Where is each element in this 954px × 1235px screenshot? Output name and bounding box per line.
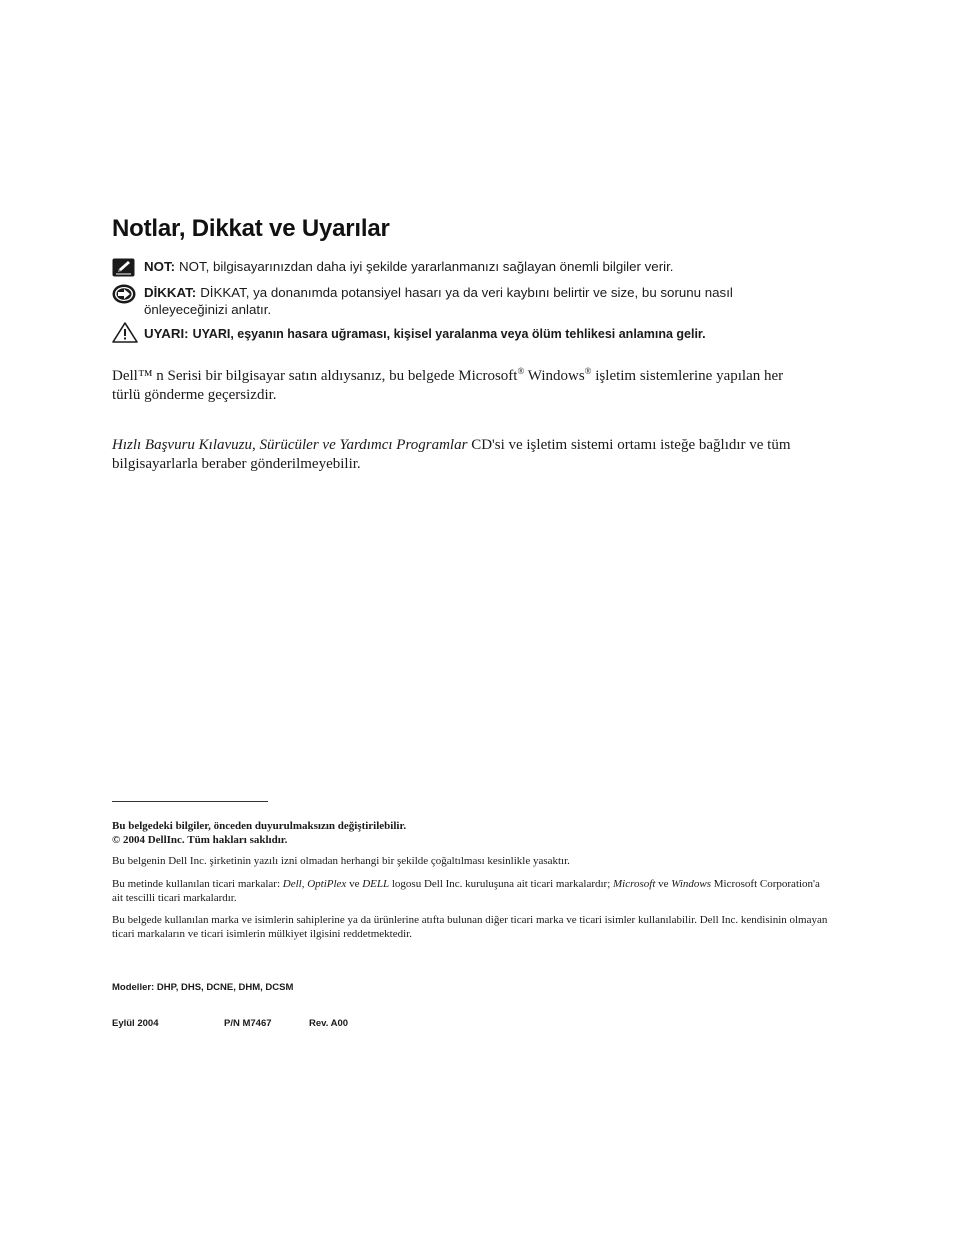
tm-dell-logo: DELL (362, 878, 390, 890)
tm-and: ve (346, 878, 363, 890)
legal-change-notice: Bu belgedeki bilgiler, önceden duyurulmaksızın değiştirilebilir. (112, 820, 407, 832)
part-number: P/N M7467 (224, 1018, 272, 1029)
tm-text-c: Microsoft Corporation'a ait tescilli ticari markalardır. (112, 878, 820, 904)
tm-text-b: logosu Dell Inc. kuruluşuna ait ticari markalardır; (389, 878, 614, 890)
para1-text-a: Dell™ n Serisi bir bilgisayar satın aldıysanız, bu belgede Microsoft (112, 368, 518, 384)
drivers-cd-title: Sürücüler ve Yardımcı Programlar (259, 437, 468, 453)
tm-sep: , (301, 878, 308, 890)
para1-text-c: işletim sistemlerine yapılan her türlü gönderme geçersizdir. (112, 368, 784, 403)
tm-and: ve (655, 878, 672, 890)
page-title: Notlar, Dikkat ve Uyarılar (112, 215, 390, 242)
body-paragraph-2 (112, 436, 812, 474)
notice-arrow-icon (112, 284, 136, 308)
legal-reproduction: Bu belgenin Dell Inc. şirketinin yazılı izni olmadan herhangi bir şekilde çoğaltılması kesinlikle yasaktır. (112, 855, 570, 867)
guide-title: Hızlı Başvuru Kılavuzu (112, 437, 253, 453)
note-label: NOT: (144, 259, 176, 274)
tm-dell: Dell (282, 878, 302, 890)
caution-label: DİKKAT: (144, 285, 197, 300)
tm-optiplex: OptiPlex (307, 878, 347, 890)
legal-other-marks: Bu belgede kullanılan marka ve isimlerin sahiplerine ya da ürünlerine atıfta bulunan diğer ticari marka ve ticari isimler kullanılabilir. Dell Inc. kendisinin olmayan ticari markaların ve ticari isimlerin mülkiyet ilgisini reddetmektedir. (112, 914, 828, 940)
tm-windows: Windows (671, 878, 712, 890)
warning-triangle-icon (112, 322, 138, 347)
caution-text: DİKKAT, ya donanımda potansiyel hasarı ya da veri kaybını belirtir ve size, bu sorunu nasıl önleyeceğinizi anlatır. (144, 285, 733, 317)
separator: , (252, 437, 260, 453)
models-line: Modeller: DHP, DHS, DCNE, DHM, DCSM (112, 982, 294, 993)
note-text: NOT, bilgisayarınızdan daha iyi şekilde yararlanmanızı sağlayan önemli bilgiler verir. (179, 259, 674, 274)
revision: Rev. A00 (309, 1018, 349, 1029)
warning-text: UYARI, eşyanın hasara uğraması, kişisel yaralanma veya ölüm tehlikesi anlamına gelir. (192, 327, 706, 341)
pencil-note-icon (112, 258, 135, 281)
tm-text-a: Bu metinde kullanılan ticari markalar: (112, 878, 283, 890)
registered-mark: ® (584, 366, 592, 376)
warning-label: UYARI: (144, 326, 189, 341)
para2-text: CD'si ve işletim sistemi ortamı isteğe bağlıdır ve tüm bilgisayarlarla beraber gönderilmeyebilir. (112, 437, 791, 472)
publish-date: Eylül 2004 (112, 1018, 159, 1029)
footnote-divider (112, 801, 268, 802)
para1-text-b: Windows (524, 368, 585, 384)
legal-notice-bold (112, 819, 832, 847)
copyright-line: © 2004 DellInc. Tüm hakları saklıdır. (112, 834, 288, 846)
tm-microsoft: Microsoft (613, 878, 656, 890)
registered-mark: ® (517, 366, 525, 376)
body-paragraph-1 (112, 367, 812, 405)
legal-trademarks (112, 877, 832, 905)
